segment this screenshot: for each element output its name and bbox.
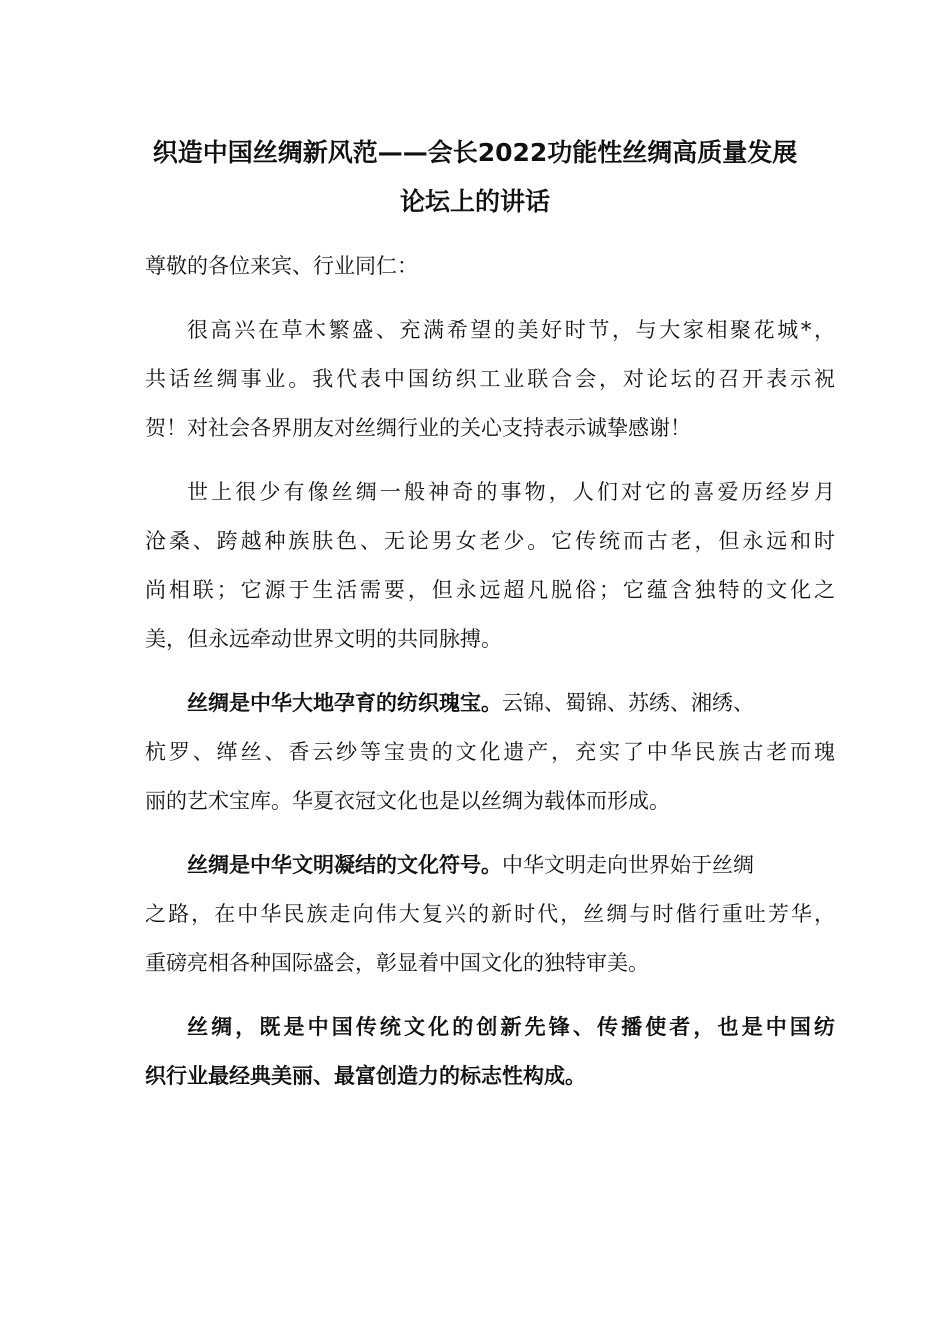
paragraph-2-line-4: 美，但永远牵动世界文明的共同脉搏。 <box>145 627 502 651</box>
paragraph-3-lead: 丝绸是中华大地孕育的纺织瑰宝。 <box>187 691 502 715</box>
paragraph-4-line-3: 重磅亮相各种国际盛会，彰显着中国文化的独特审美。 <box>145 951 649 975</box>
paragraph-4-line-1-rest: 中华文明走向世界始于丝绸 <box>502 853 754 877</box>
paragraph-2-line-2: 沧桑、跨越种族肤色、无论男女老少。它传统而古老，但永远和时 <box>145 529 835 553</box>
paragraph-4-line-1 <box>187 848 835 882</box>
paragraph-1-line-3: 贺！对社会各界朋友对丝绸行业的关心支持表示诚挚感谢！ <box>145 416 691 440</box>
salutation: 尊敬的各位来宾、行业同仁： <box>145 254 418 278</box>
paragraph-3-line-2: 杭罗、缂丝、香云纱等宝贵的文化遗产，充实了中华民族古老而瑰 <box>145 740 835 764</box>
paragraph-2-line-3: 尚相联；它源于生活需要，但永远超凡脱俗；它蕴含独特的文化之 <box>145 578 835 602</box>
paragraph-3-line-1-rest: 云锦、蜀锦、苏绣、湘绣、 <box>502 691 754 715</box>
paragraph-5-line-1: 丝绸，既是中国传统文化的创新先锋、传播使者，也是中国纺 <box>187 1015 835 1039</box>
document-title-line-2: 论坛上的讲话 <box>399 187 550 216</box>
document-title-line-1: 织造中国丝绸新风范——会长2022功能性丝绸高质量发展 <box>152 138 798 167</box>
paragraph-4-line-2: 之路，在中华民族走向伟大复兴的新时代，丝绸与时偕行重吐芳华， <box>145 902 835 926</box>
paragraph-5-line-2: 织行业最经典美丽、最富创造力的标志性构成。 <box>145 1064 586 1088</box>
paragraph-3-line-3: 丽的艺术宝库。华夏衣冠文化也是以丝绸为载体而形成。 <box>145 789 670 813</box>
paragraph-3-line-1 <box>187 686 835 720</box>
paragraph-4-lead: 丝绸是中华文明凝结的文化符号。 <box>187 853 502 877</box>
paragraph-1-line-2: 共话丝绸事业。我代表中国纺织工业联合会，对论坛的召开表示祝 <box>145 367 835 391</box>
paragraph-2-line-1: 世上很少有像丝绸一般神奇的事物，人们对它的喜爱历经岁月 <box>187 480 835 504</box>
paragraph-1-line-1: 很高兴在草木繁盛、充满希望的美好时节，与大家相聚花城*， <box>187 318 835 342</box>
